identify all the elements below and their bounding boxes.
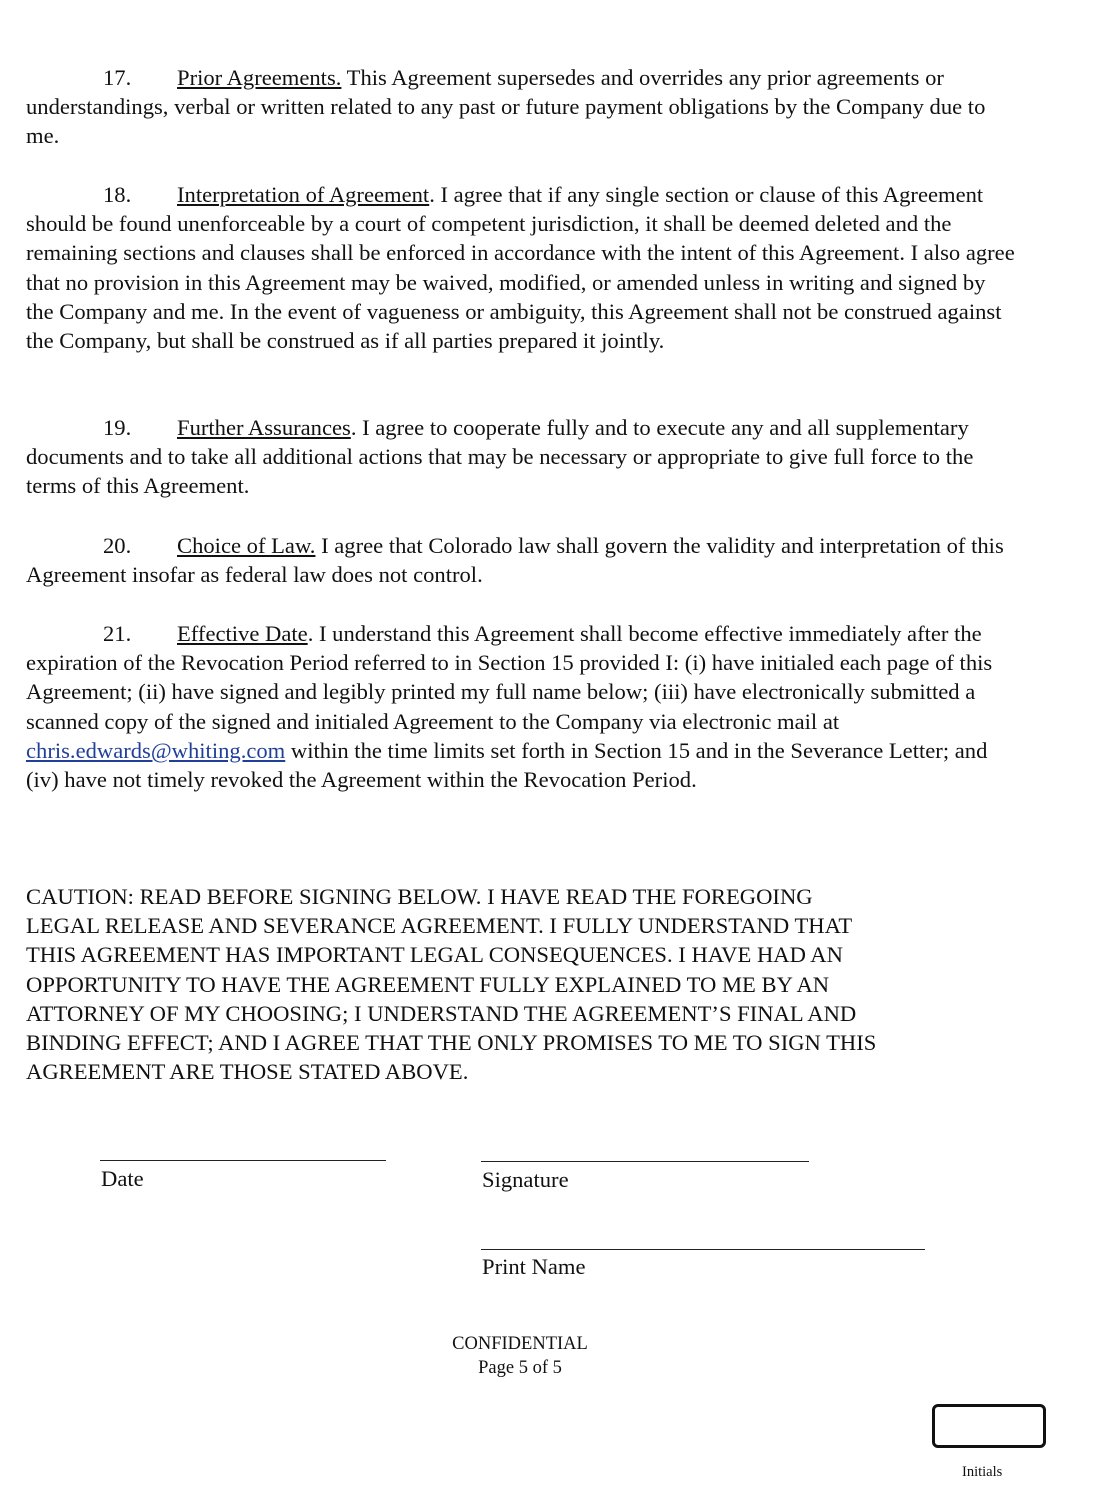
confidential-label: CONFIDENTIAL [452,1334,588,1354]
section-heading: Further Assurances [177,415,351,440]
section-20 [26,531,1016,589]
section-text: This Agreement supersedes and overrides any prior agreements or understandings, verbal or written related to any past or future payment obligations by the Company due to me. [26,65,986,149]
date-label: Date [101,1166,144,1191]
caution-line: CAUTION: READ BEFORE SIGNING BELOW. I HAVE READ THE FOREGOING [26,884,813,909]
caution-line: AGREEMENT ARE THOSE STATED ABOVE. [26,1059,469,1085]
section-number: 17. [103,65,132,90]
section-text: I agree that Colorado law shall govern the validity and interpretation of this Agreement insofar as federal law does not control. [26,533,1004,588]
email-link[interactable]: chris.edwards@whiting.com [26,737,286,763]
section-heading: Effective Date [177,621,308,646]
section-17 [26,63,1016,151]
date-line[interactable] [100,1160,386,1161]
section-number: 21. [103,621,132,646]
section-number: 18. [103,182,132,207]
section-heading: Choice of Law. [177,533,316,558]
section-21 [26,619,1016,794]
caution-line: BINDING EFFECT; AND I AGREE THAT THE ONLY PROMISES TO ME TO SIGN THIS [26,1030,877,1056]
section-text: . I agree that if any single section or clause of this Agreement should be found unenforceable by a court of competent jurisdiction, it shall be deemed deleted and the remaining sections and clauses shall be enforced in accordance with the intent of this Agreement. I also agree that no provision in this Agreement may be waived, modified, or amended unless in writing and signed by the Company and me. In the event of vagueness or ambiguity, this Agreement shall not be construed against the Company, but shall be construed as if all parties prepared it jointly. [26,182,1015,354]
print-name-line[interactable] [481,1249,925,1250]
print-name-label: Print Name [482,1254,586,1279]
section-text: . I agree to cooperate fully and to execute any and all supplementary documents and to take all additional actions that may be necessary or appropriate to give full force to the terms of this Agreement. [26,415,974,499]
caution-line: ATTORNEY OF MY CHOOSING; I UNDERSTAND THE AGREEMENT’S FINAL AND [26,1000,857,1026]
caution-line: THIS AGREEMENT HAS IMPORTANT LEGAL CONSEQUENCES. I HAVE HAD AN [26,942,843,968]
signature-line[interactable] [481,1161,809,1162]
signature-label: Signature [482,1167,569,1192]
caution-block [26,882,1026,1086]
section-18 [26,180,1016,355]
initials-label: Initials [962,1464,1003,1480]
section-number: 19. [103,415,132,440]
caution-line: LEGAL RELEASE AND SEVERANCE AGREEMENT. I FULLY UNDERSTAND THAT [26,913,853,939]
section-number: 20. [103,533,132,558]
section-19 [26,413,1016,501]
section-heading: Prior Agreements. [177,65,342,90]
page-number: Page 5 of 5 [478,1358,562,1378]
caution-line: OPPORTUNITY TO HAVE THE AGREEMENT FULLY EXPLAINED TO ME BY AN [26,971,830,997]
section-text: . I understand this Agreement shall become effective immediately after the expiration of the Revocation Period referred to in Section 15 provided I: (i) have initialed each page of this Agreement; (ii) have signed and legibly printed my full name below; (iii) have electronically submitted a scanned copy of the signed and initialed Agreement to the Company via electronic mail at [26,621,993,734]
section-text: within the time limits set forth in Section 15 and in the Severance Letter; and (iv) have not timely revoked the Agreement within the Revocation Period. [26,737,988,793]
section-heading: Interpretation of Agreement [177,182,430,207]
initials-box[interactable] [932,1404,1046,1448]
